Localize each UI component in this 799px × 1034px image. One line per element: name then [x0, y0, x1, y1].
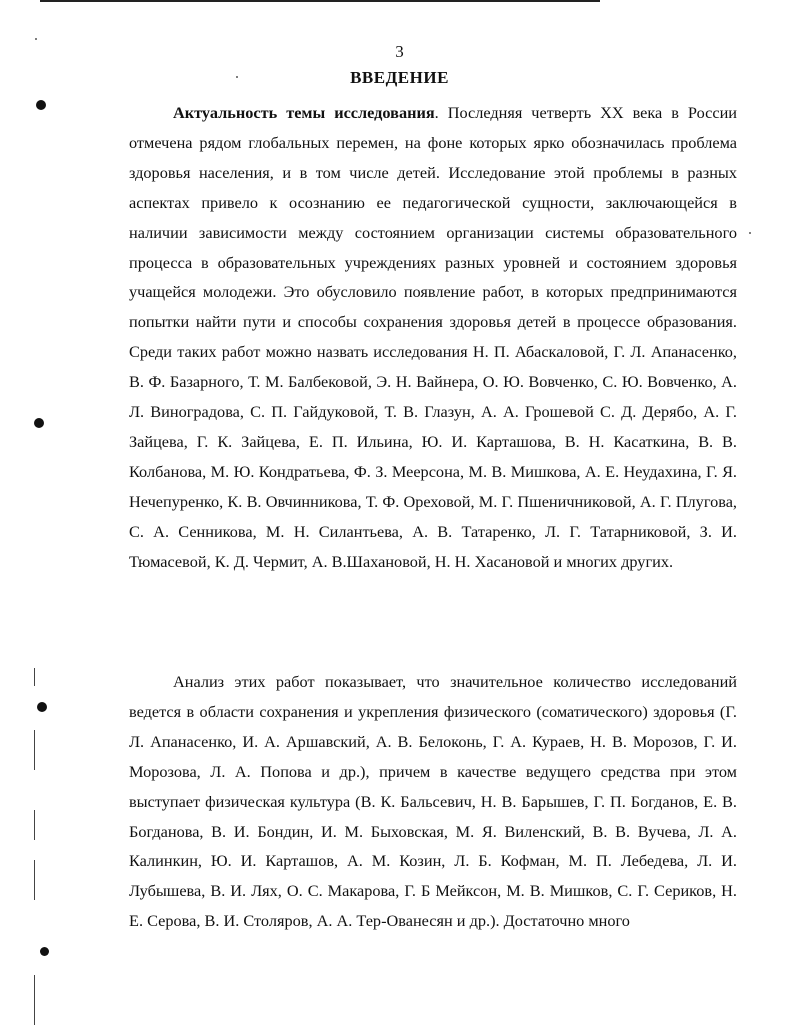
binder-hole-mark — [37, 702, 47, 712]
paragraph-text: . Последняя четверть XX века в России отмечена рядом глобальных перемен, на фоне которых ярко обозначилась проблема здоровья населения, и в том числе детей. Исследование этой проблемы в разных аспектах привело к осознанию ее педагогической сущности, заключающейся в наличии зависимости между состоянием организации системы образовательного процесса в образовательных учреждениях разных уровней и состоянием здоровья учащейся молодежи. Это обусловило появление работ, в которых предпринимаются попытки найти пути и способы сохранения здоровья детей в процессе образования. Среди таких работ можно назвать исследования Н. П. Абаскаловой, Г. Л. Апанасенко, В. Ф. Базарного, Т. М. Балбековой, Э. Н. Вайнера, О. Ю. Вовченко, С. Ю. Вовченко, А. Л. Виноградова, С. П. Гайдуковой, Т. В. Глазун, А. А. Грошевой С. Д. Дерябо, А. Г. Зайцева, Г. К. Зайцева, Е. П. Ильина, Ю. И. Карташова, В. Н. Касаткина, В. В. Колбанова, М. Ю. Кондратьева, Ф. З. Меерсона, М. В. Мишкова, А. Е. Неудахина, Г. Я. Нечепуренко, К. В. Овчинникова, Т. Ф. Ореховой, М. Г. Пшеничниковой, А. Г. Плугова, С. А. Сенникова, М. Н. Силантьева, А. В. Татаренко, Л. Г. Татарниковой, З. И. Тюмасевой, К. Д. Чермит, А. В.Шахановой, Н. Н. Хасановой и многих других. — [129, 103, 737, 571]
scan-margin-line — [34, 810, 35, 840]
scan-speck — [749, 232, 751, 234]
scan-margin-line — [34, 975, 35, 1025]
binder-hole-mark — [34, 418, 44, 428]
scan-margin-line — [34, 860, 35, 900]
paragraph-body — [129, 98, 737, 577]
scan-speck — [35, 38, 37, 40]
paragraph-lead: Актуальность темы исследования — [173, 103, 435, 122]
scan-margin-line — [34, 668, 35, 686]
binder-hole-mark — [40, 947, 49, 956]
page-number: 3 — [395, 42, 404, 61]
paragraph-body: Анализ этих работ показывает, что значительное количество исследований ведется в области сохранения и укрепления физического (соматического) здоровья (Г. Л. Апанасенко, И. А. Аршавский, А. В. Белоконь, Г. А. Кураев, Н. В. Морозов, Г. И. Морозова, Л. А. Попова и др.), причем в качестве ведущего средства при этом выступает физическая культура (В. К. Бальсевич, Н. В. Барышев, Г. П. Богданов, Е. В. Богданова, В. И. Бондин, И. М. Быховская, М. Я. Виленский, В. В. Вучева, Л. А. Калинкин, Ю. И. Карташов, А. М. Козин, Л. Б. Кофман, М. П. Лебедева, Л. И. Лубышева, В. И. Лях, О. С. Макарова, Г. Б Мейксон, М. В. Мишков, С. Г. Сериков, Н. Е. Серова, В. И. Столяров, А. А. Тер-Ованесян и др.). Достаточно много — [129, 672, 737, 931]
paragraph-analysis — [129, 667, 737, 936]
scan-top-edge — [40, 0, 600, 2]
scan-margin-line — [34, 730, 35, 770]
section-heading: ВВЕДЕНИЕ — [350, 68, 449, 87]
binder-hole-mark — [36, 100, 46, 110]
paragraph-relevance — [129, 98, 737, 577]
